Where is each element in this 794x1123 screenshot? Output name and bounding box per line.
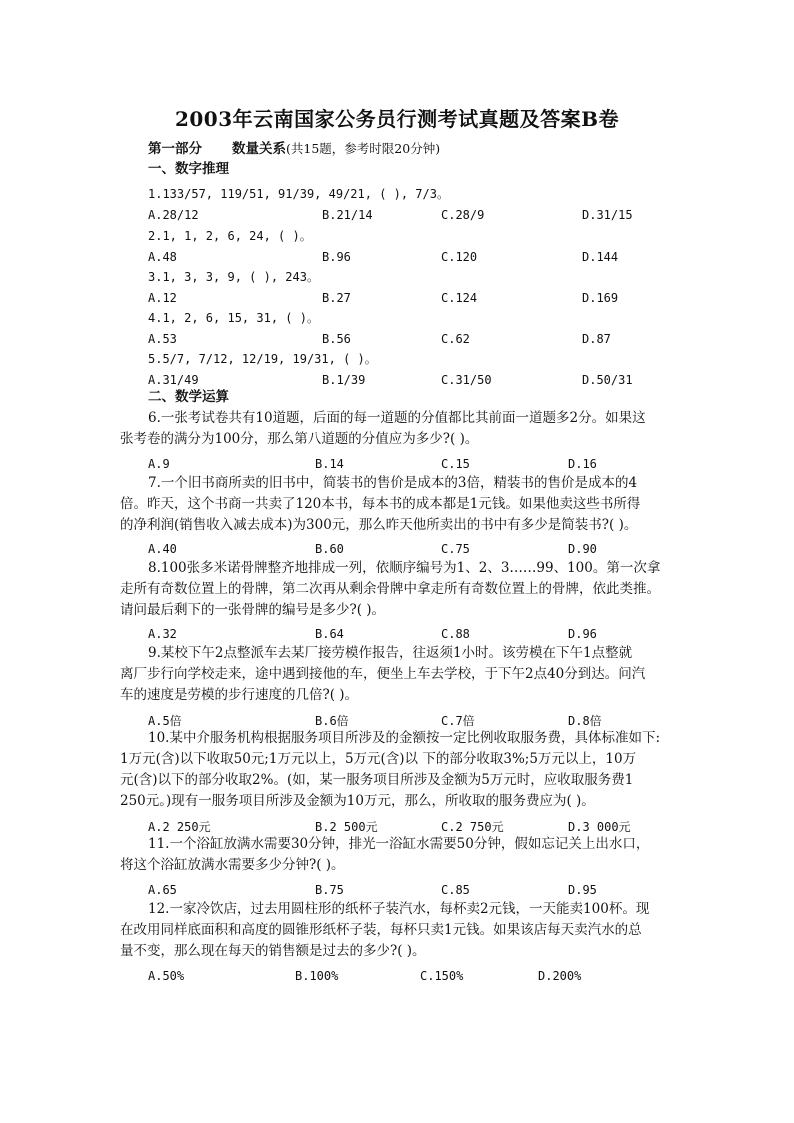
question-8-option-d: D.96 — [568, 627, 597, 641]
question-8-line-2: 走所有奇数位置上的骨牌，第二次再从剩余骨牌中拿走所有奇数位置上的骨牌，依此类推。 — [120, 581, 660, 597]
question-9-line-1: 9.某校下午2点整派车去某厂接劳模作报告，往返须1小时。该劳模在下午1点整就 — [148, 645, 633, 661]
section-heading-number-series: 一、数字推理 — [148, 161, 229, 177]
question-10-option-a: A.2 250元 — [148, 820, 211, 834]
question-9-line-3: 车的速度是劳模的步行速度的几倍?( )。 — [120, 687, 359, 703]
question-12-option-a: A.50% — [148, 969, 185, 983]
question-11-line-1: 11.一个浴缸放满水需要30分钟，排光一浴缸水需要50分钟，假如忘记关上出水口， — [148, 836, 650, 852]
question-5-stem: 5.5/7, 7/12, 12/19, 19/31, ( )。 — [148, 352, 377, 366]
question-3-stem: 3.1, 3, 3, 9, ( ), 243。 — [148, 270, 319, 284]
question-3-option-a: A.12 — [148, 291, 177, 305]
question-12-option-b: B.100% — [295, 969, 339, 983]
question-7-line-1: 7.一个旧书商所卖的旧书中，简装书的售价是成本的3倍，精装书的售价是成本的4 — [148, 475, 638, 491]
question-3-option-c: C.124 — [441, 291, 478, 305]
question-2-option-b: B.96 — [322, 250, 351, 264]
question-4-option-b: B.56 — [322, 332, 351, 346]
question-12-line-1: 12.一家冷饮店，过去用圆柱形的纸杯子装汽水，每杯卖2元钱，一天能卖100杯。现 — [148, 901, 650, 917]
question-5-option-b: B.1/39 — [322, 373, 366, 387]
question-4-option-a: A.53 — [148, 332, 177, 346]
question-9-option-a: A.5倍 — [148, 714, 182, 728]
question-1-stem: 1.133/57, 119/51, 91/39, 49/21, ( ), 7/3。 — [148, 187, 449, 201]
question-8-line-1: 8.100张多米诺骨牌整齐地排成一列，依顺序编号为1、2、3……99、100。第一次拿 — [148, 560, 661, 576]
question-1-option-a: A.28/12 — [148, 208, 199, 222]
question-6-option-c: C.15 — [441, 457, 470, 471]
question-3-option-b: B.27 — [322, 291, 351, 305]
question-9-line-2: 离厂步行向学校走来，途中遇到接他的车，便坐上车去学校，于下午2点40分到达。问汽 — [120, 666, 646, 682]
question-10-option-c: C.2 750元 — [441, 820, 504, 834]
question-9-option-c: C.7倍 — [441, 714, 475, 728]
question-1-option-d: D.31/15 — [582, 208, 633, 222]
question-9-option-d: D.8倍 — [568, 714, 602, 728]
question-10-line-2: 1万元(含)以下收取50元;1万元以上，5万元(含)以 下的部分收取3%;5万元以上，10万 — [120, 751, 637, 767]
question-10-line-3: 元(含)以下的部分收取2%。(如，某一服务项目所涉及金额为5万元时，应收取服务费1 — [120, 772, 634, 788]
question-12-line-2: 在改用同样底面积和高度的圆锥形纸杯子装，每杯只卖1元钱。如果该店每天卖汽水的总 — [120, 922, 642, 938]
part-header — [148, 143, 440, 157]
question-4-option-d: D.87 — [582, 332, 611, 346]
question-10-option-d: D.3 000元 — [568, 820, 631, 834]
question-5-option-d: D.50/31 — [582, 373, 633, 387]
question-6-option-d: D.16 — [568, 457, 597, 471]
question-5-option-a: A.31/49 — [148, 373, 199, 387]
question-12-line-3: 量不变，那么现在每天的销售额是过去的多少?( )。 — [120, 943, 426, 959]
question-7-line-2: 倍。昨天，这个书商一共卖了120本书，每本书的成本都是1元钱。如果他卖这些书所得 — [120, 496, 641, 512]
question-10-line-4: 250元。)现有一服务项目所涉及金额为10万元，那么，所收取的服务费应为( )。 — [120, 793, 595, 809]
question-7-line-3: 的净利润(销售收入减去成本)为300元，那么昨天他所卖出的书中有多少是简装书?( )。 — [120, 517, 638, 533]
question-7-option-b: B.60 — [315, 542, 344, 556]
part-note: (共15题，参考时限20分钟) — [286, 141, 441, 156]
question-5-option-c: C.31/50 — [441, 373, 492, 387]
question-2-option-c: C.120 — [441, 250, 478, 264]
question-2-option-a: A.48 — [148, 250, 177, 264]
question-6-line-1: 6.一张考试卷共有10道题，后面的每一道题的分值都比其前面一道题多2分。如果这 — [148, 410, 646, 426]
page-title: 2003年云南国家公务员行测考试真题及答案B卷 — [174, 107, 620, 131]
question-1-option-c: C.28/9 — [441, 208, 485, 222]
question-1-option-b: B.21/14 — [322, 208, 373, 222]
question-10-option-b: B.2 500元 — [315, 820, 378, 834]
question-4-option-c: C.62 — [441, 332, 470, 346]
part-label: 第一部分 — [148, 141, 202, 157]
question-9-option-b: B.6倍 — [315, 714, 349, 728]
part-name: 数量关系 — [232, 141, 286, 157]
question-3-option-d: D.169 — [582, 291, 619, 305]
question-10-line-1: 10.某中介服务机构根据服务项目所涉及的金额按一定比例收取服务费，具体标准如下: — [148, 730, 661, 746]
question-8-option-b: B.64 — [315, 627, 344, 641]
question-6-line-2: 张考卷的满分为100分，那么第八道题的分值应为多少?( )。 — [120, 431, 479, 447]
question-7-option-a: A.40 — [148, 542, 177, 556]
question-12-option-d: D.200% — [538, 969, 582, 983]
question-8-option-c: C.88 — [441, 627, 470, 641]
question-11-option-c: C.85 — [441, 883, 470, 897]
question-6-option-a: A.9 — [148, 457, 170, 471]
question-11-option-a: A.65 — [148, 883, 177, 897]
question-6-option-b: B.14 — [315, 457, 344, 471]
question-7-option-c: C.75 — [441, 542, 470, 556]
section-heading-math: 二、数学运算 — [148, 389, 229, 405]
question-12-option-c: C.150% — [420, 969, 464, 983]
question-8-option-a: A.32 — [148, 627, 177, 641]
question-2-stem: 2.1, 1, 2, 6, 24, ( )。 — [148, 229, 312, 243]
question-2-option-d: D.144 — [582, 250, 619, 264]
question-11-option-d: D.95 — [568, 883, 597, 897]
question-11-option-b: B.75 — [315, 883, 344, 897]
question-4-stem: 4.1, 2, 6, 15, 31, ( )。 — [148, 311, 319, 325]
question-8-line-3: 请问最后剩下的一张骨牌的编号是多少?( )。 — [120, 602, 386, 618]
question-7-option-d: D.90 — [568, 542, 597, 556]
question-11-line-2: 将这个浴缸放满水需要多少分钟?( )。 — [120, 857, 345, 873]
